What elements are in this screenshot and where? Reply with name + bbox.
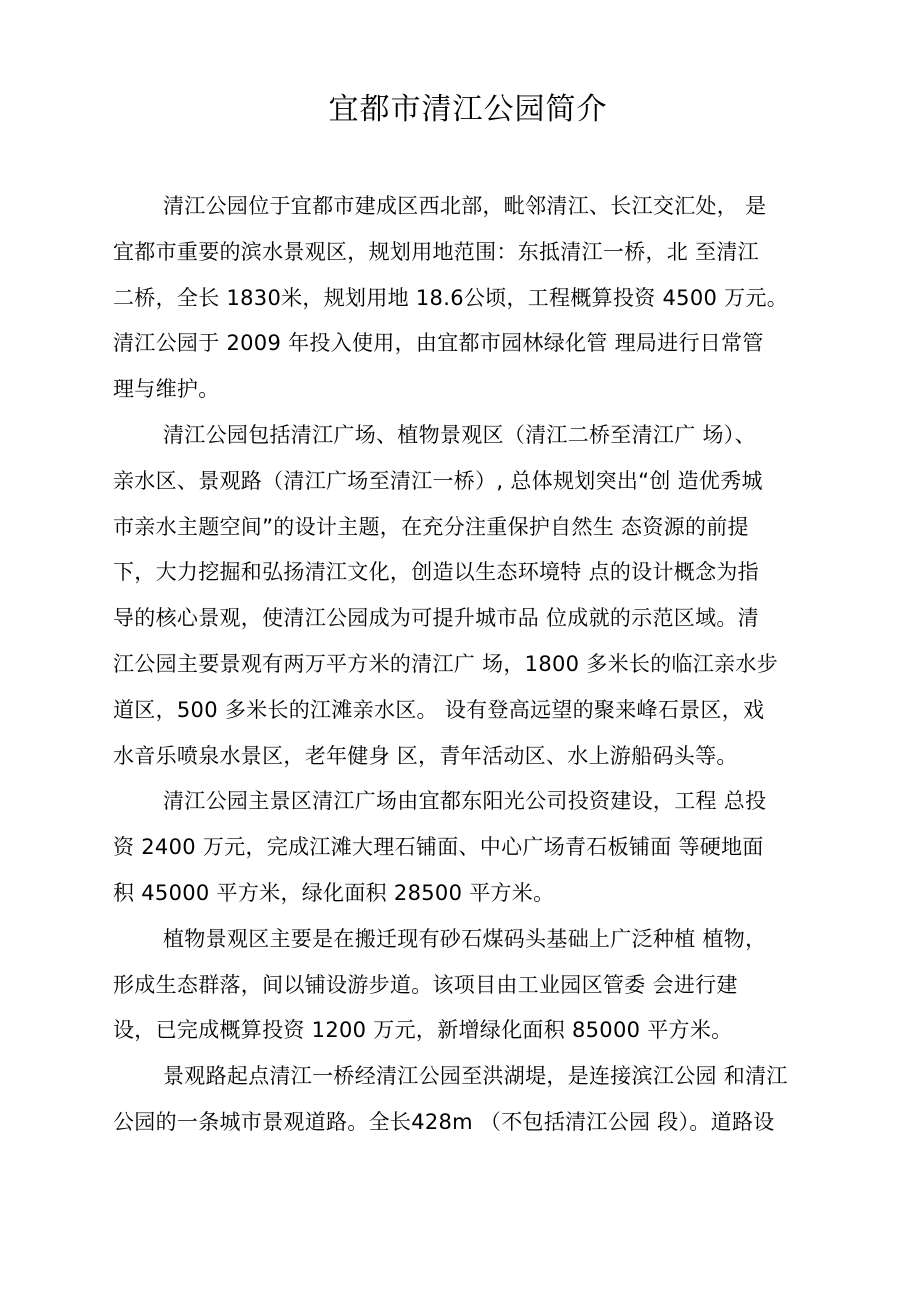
paragraph [113, 413, 833, 779]
document-body [113, 184, 833, 1146]
text-line: 资 2400 万元，完成江滩大理石铺面、中心广场青石板铺面 等硬地面 [113, 835, 764, 860]
paragraph [113, 917, 833, 1054]
text-line: 设，已完成概算投资 1200 万元，新增绿化面积 85000 平方米。 [113, 1018, 733, 1043]
text-line: 市亲水主题空间”的设计主题，在充分注重保护自然生 态资源的前提 [113, 514, 749, 539]
text-line: 景观路起点清江一桥经清江公园至洪湖堤，是连接滨江公园 和清江 [163, 1064, 788, 1089]
paragraph [113, 184, 833, 413]
text-line: 二桥，全长 1830米，规划用地 18.6公顷，工程概算投资 4500 万元。 [113, 285, 789, 310]
text-line: 清江公园包括清江广场、植物景观区（清江二桥至清江广 场）、 [163, 422, 756, 447]
text-line: 导的核心景观，使清江公园成为可提升城市品 位成就的示范区域。清 [113, 606, 759, 631]
text-line: 水音乐喷泉水景区，老年健身 区，青年活动区、水上游船码头等。 [113, 743, 738, 768]
text-line: 清江公园位于宜都市建成区西北部，毗邻清江、长江交汇处， 是 [163, 194, 767, 218]
text-line: 江公园主要景观有两万平方米的清江广 场，1800 多米长的临江亲水步 [113, 651, 778, 676]
paragraph [113, 779, 833, 916]
text-line: 清江公园于 2009 年投入使用，由宜都市园林绿化管 理局进行日常管 [113, 331, 764, 356]
text-line: 公园的一条城市景观道路。全长428m （不包括清江公园 段）。道路设 [113, 1109, 775, 1134]
text-line: 积 45000 平方米，绿化面积 28500 平方米。 [113, 880, 555, 905]
paragraph [113, 1054, 833, 1146]
text-line: 道区，500 多米长的江滩亲水区。 设有登高远望的聚来峰石景区，戏 [113, 697, 765, 722]
text-line: 下，大力挖掘和弘扬清江文化，创造以生态环境特 点的设计概念为指 [113, 560, 759, 585]
text-line: 亲水区、景观路（清江广场至清江一桥）, 总体规划突出“创 造优秀城 [113, 468, 763, 493]
text-line: 植物景观区主要是在搬迁现有砂石煤码头基础上广泛种植 植物， [163, 926, 767, 951]
document-title: 宜都市清江公园简介 [328, 92, 608, 127]
text-line: 理与维护。 [113, 377, 220, 402]
text-line: 宜都市重要的滨水景观区，规划用地范围：东抵清江一桥，北 至清江 [113, 239, 759, 264]
text-line: 形成生态群落，间以铺设游步道。该项目由工业园区管委 会进行建 [113, 972, 738, 997]
text-line: 清江公园主景区清江广场由宜都东阳光公司投资建设，工程 总投 [163, 789, 767, 814]
